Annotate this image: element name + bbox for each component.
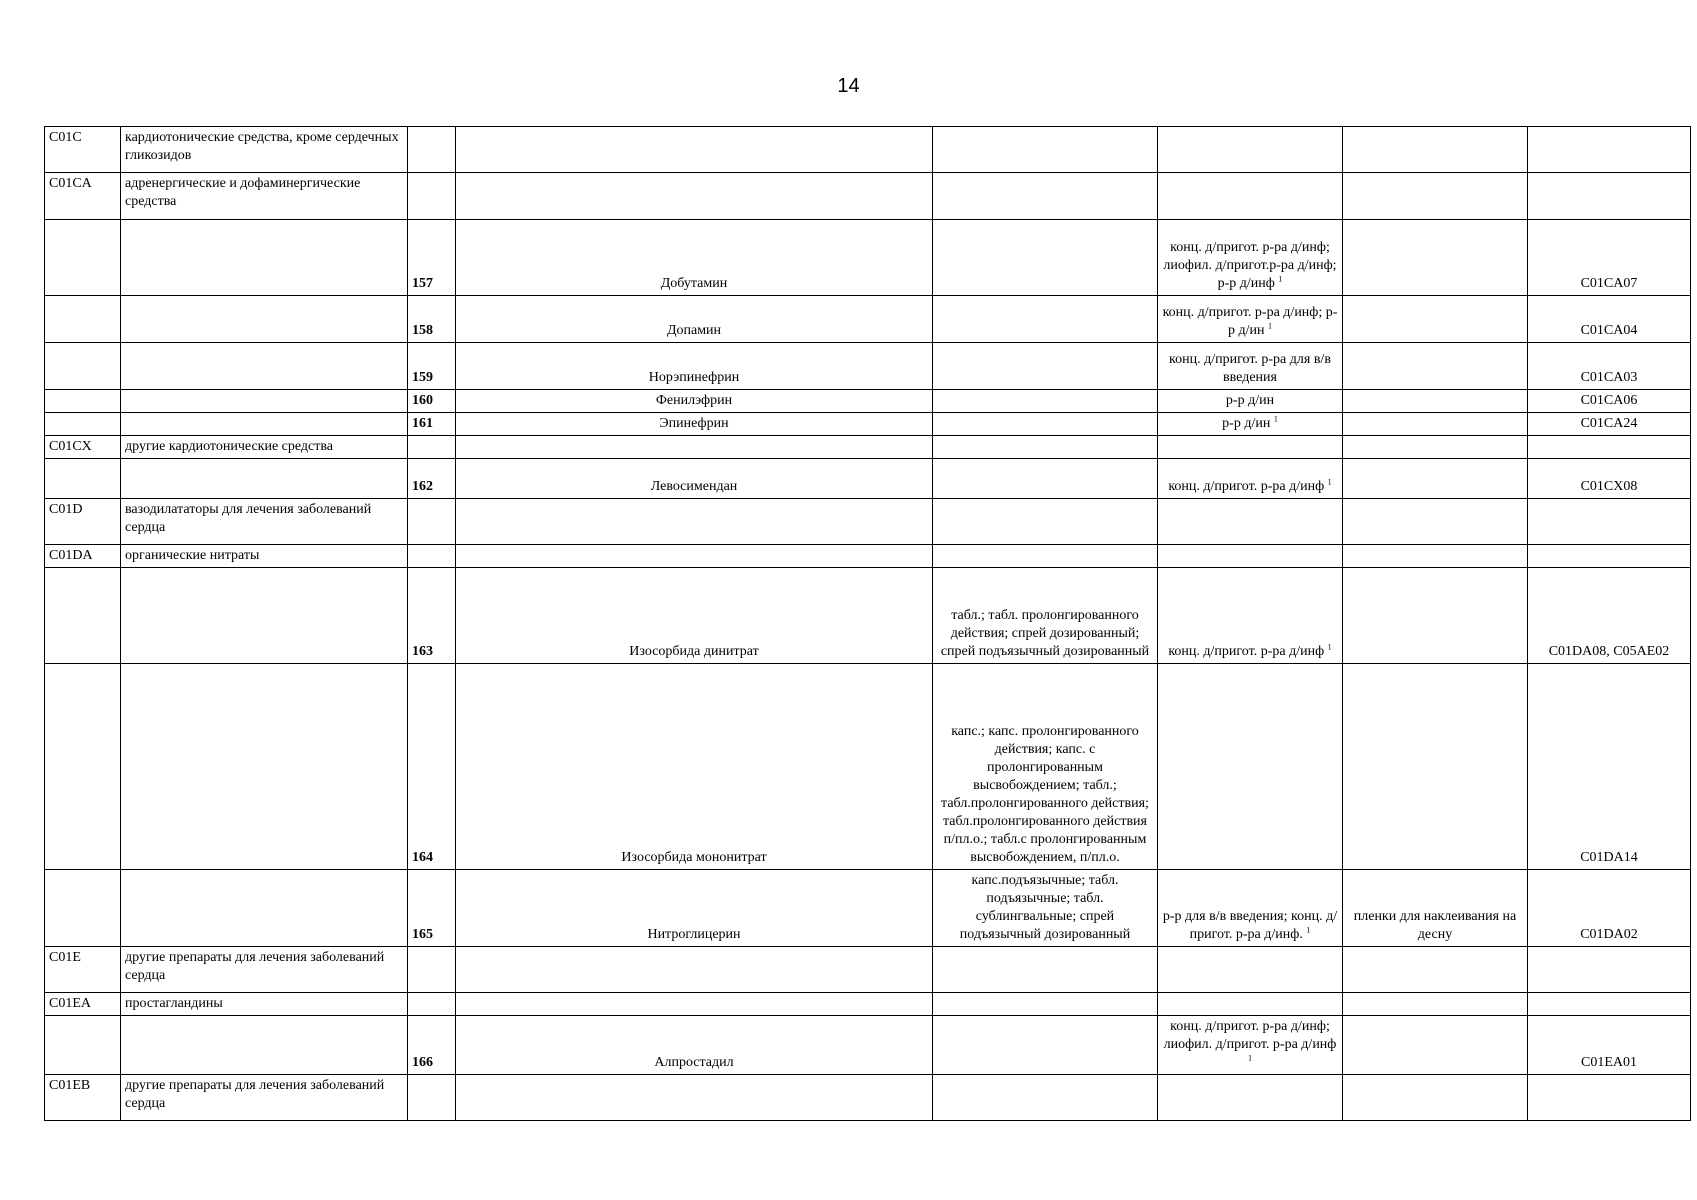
page-number: 14 xyxy=(837,75,860,97)
dosage-form-other xyxy=(1343,220,1528,296)
dosage-form-injection-text: конц. д/пригот. р-ра для в/в введения xyxy=(1169,352,1331,385)
drug-name-text: Добутамин xyxy=(660,276,728,291)
drug-name xyxy=(456,545,933,568)
drug-name-text: Фенилэфрин xyxy=(655,393,733,408)
atc-group-code xyxy=(45,1075,121,1121)
drug-name-text: Левосимендан xyxy=(650,479,738,494)
atc-code xyxy=(1528,499,1691,545)
atc-code xyxy=(1528,173,1691,220)
table-row xyxy=(45,499,1691,545)
atc-group-code xyxy=(45,413,121,436)
table-row xyxy=(45,436,1691,459)
atc-group-code-text: C01C xyxy=(49,130,82,145)
dosage-form-injection-text: конц. д/пригот. р-ра д/инф; р-р д/ин xyxy=(1162,305,1338,338)
dosage-form-injection xyxy=(1158,127,1343,173)
footnote-marker: 1 xyxy=(1327,642,1332,652)
atc-group-code-text: C01EB xyxy=(49,1078,91,1093)
drug-name-text: Норэпинефрин xyxy=(648,370,740,385)
dosage-form-oral xyxy=(933,296,1158,343)
atc-group-code xyxy=(45,664,121,870)
table-row xyxy=(45,545,1691,568)
dosage-form-oral-text: капс.подъязычные; табл. подъязычные; табл. сублингвальные; спрей подъязычный дозированный xyxy=(959,873,1131,942)
dosage-form-other xyxy=(1343,947,1528,993)
item-number xyxy=(408,173,456,220)
dosage-form-other xyxy=(1343,993,1528,1016)
dosage-form-oral-text: табл.; табл. пролонгированного действия; спрей дозированный; спрей подъязычный дозированный xyxy=(940,608,1150,659)
dosage-form-oral xyxy=(933,459,1158,499)
item-number xyxy=(408,127,456,173)
atc-group-name-text: органические нитраты xyxy=(125,548,260,563)
table-row xyxy=(45,173,1691,220)
item-number xyxy=(408,993,456,1016)
item-number xyxy=(408,390,456,413)
dosage-form-injection xyxy=(1158,664,1343,870)
atc-group-code xyxy=(45,220,121,296)
atc-group-name-text: адренергические и дофаминергические средства xyxy=(125,176,361,209)
atc-code xyxy=(1528,343,1691,390)
atc-code-text: C01CA24 xyxy=(1580,416,1638,431)
footnote-marker: 1 xyxy=(1278,274,1283,284)
atc-code xyxy=(1528,993,1691,1016)
atc-group-name xyxy=(121,499,408,545)
dosage-form-oral xyxy=(933,173,1158,220)
item-number-text: 157 xyxy=(412,276,433,291)
drug-name xyxy=(456,220,933,296)
dosage-form-oral xyxy=(933,1075,1158,1121)
table-row xyxy=(45,1075,1691,1121)
drug-name xyxy=(456,413,933,436)
drug-name xyxy=(456,947,933,993)
atc-group-code xyxy=(45,459,121,499)
table-row xyxy=(45,947,1691,993)
footnote-marker: 1 xyxy=(1327,477,1332,487)
footnote-marker: 1 xyxy=(1248,1053,1252,1063)
item-number xyxy=(408,343,456,390)
drug-name xyxy=(456,664,933,870)
item-number xyxy=(408,296,456,343)
atc-group-name xyxy=(121,870,408,947)
drug-name xyxy=(456,296,933,343)
table-row xyxy=(45,1016,1691,1075)
table-row xyxy=(45,296,1691,343)
dosage-form-injection xyxy=(1158,993,1343,1016)
atc-group-name xyxy=(121,220,408,296)
dosage-form-injection-text: конц. д/пригот. р-ра д/инф xyxy=(1168,479,1325,494)
atc-code xyxy=(1528,296,1691,343)
atc-group-name xyxy=(121,459,408,499)
atc-group-code xyxy=(45,173,121,220)
atc-group-name xyxy=(121,568,408,664)
dosage-form-injection-text: конц. д/пригот. р-ра д/инф; лиофил. д/пригот. р-ра д/инф xyxy=(1163,1019,1337,1052)
dosage-form-injection xyxy=(1158,296,1343,343)
atc-group-code xyxy=(45,870,121,947)
item-number-text: 161 xyxy=(412,416,433,431)
dosage-form-injection xyxy=(1158,568,1343,664)
atc-code xyxy=(1528,220,1691,296)
atc-group-code xyxy=(45,436,121,459)
atc-group-code xyxy=(45,545,121,568)
drug-table xyxy=(44,126,1691,1121)
dosage-form-injection-text: р-р д/ин xyxy=(1222,416,1271,431)
item-number xyxy=(408,545,456,568)
dosage-form-injection xyxy=(1158,1016,1343,1075)
footnote-marker: 1 xyxy=(1273,414,1278,424)
atc-code xyxy=(1528,436,1691,459)
dosage-form-other xyxy=(1343,127,1528,173)
atc-group-code-text: C01E xyxy=(49,950,81,965)
drug-name xyxy=(456,436,933,459)
drug-name xyxy=(456,499,933,545)
dosage-form-other xyxy=(1343,296,1528,343)
dosage-form-injection xyxy=(1158,343,1343,390)
dosage-form-oral xyxy=(933,127,1158,173)
atc-group-name xyxy=(121,296,408,343)
atc-code-text: C01CX08 xyxy=(1580,479,1638,494)
table-row xyxy=(45,993,1691,1016)
atc-group-name xyxy=(121,1075,408,1121)
item-number xyxy=(408,459,456,499)
dosage-form-oral xyxy=(933,1016,1158,1075)
atc-code xyxy=(1528,413,1691,436)
table-row xyxy=(45,390,1691,413)
dosage-form-other xyxy=(1343,1075,1528,1121)
dosage-form-other xyxy=(1343,173,1528,220)
dosage-form-injection xyxy=(1158,947,1343,993)
drug-name xyxy=(456,459,933,499)
drug-name xyxy=(456,127,933,173)
dosage-form-oral xyxy=(933,545,1158,568)
dosage-form-other xyxy=(1343,436,1528,459)
atc-group-name xyxy=(121,413,408,436)
dosage-form-other xyxy=(1343,568,1528,664)
atc-group-code-text: C01CX xyxy=(49,439,92,454)
atc-group-code xyxy=(45,127,121,173)
dosage-form-other xyxy=(1343,459,1528,499)
atc-code-text: C01EA01 xyxy=(1581,1055,1637,1070)
atc-code-text: C01CA07 xyxy=(1580,276,1638,291)
drug-name xyxy=(456,870,933,947)
atc-group-code xyxy=(45,499,121,545)
drug-name-text: Изосорбида мононитрат xyxy=(621,850,767,865)
dosage-form-injection xyxy=(1158,413,1343,436)
atc-group-name-text: другие препараты для лечения заболеваний сердца xyxy=(125,1078,385,1111)
drug-name-text: Алпростадил xyxy=(654,1055,734,1070)
atc-code xyxy=(1528,870,1691,947)
dosage-form-oral-text: капс.; капс. пролонгированного действия; капс. с пролонгированным высвобождением; табл.; табл.пролонгированного действия; табл.пролонгированного действия п/пл.о.; табл.с пролонгированным высвобождением, п/пл.о. xyxy=(941,724,1149,865)
drug-name xyxy=(456,1016,933,1075)
atc-group-code-text: C01D xyxy=(49,502,83,517)
atc-code-text: C01CA04 xyxy=(1580,323,1638,338)
footnote-marker: 1 xyxy=(1268,321,1272,331)
dosage-form-injection xyxy=(1158,173,1343,220)
atc-group-name-text: кардиотонические средства, кроме сердечных гликозидов xyxy=(125,130,399,163)
table-row xyxy=(45,459,1691,499)
drug-name xyxy=(456,993,933,1016)
dosage-form-injection xyxy=(1158,870,1343,947)
dosage-form-other xyxy=(1343,664,1528,870)
dosage-form-injection xyxy=(1158,459,1343,499)
item-number-text: 166 xyxy=(412,1055,433,1070)
drug-name-text: Эпинефрин xyxy=(659,416,729,431)
atc-group-name xyxy=(121,545,408,568)
dosage-form-other xyxy=(1343,499,1528,545)
atc-group-code xyxy=(45,1016,121,1075)
atc-group-code xyxy=(45,390,121,413)
atc-group-code-text: C01CA xyxy=(49,176,92,191)
dosage-form-injection-text: р-р для в/в введения; конц. д/пригот. р-ра д/инф. xyxy=(1162,909,1338,942)
dosage-form-oral xyxy=(933,390,1158,413)
item-number xyxy=(408,1075,456,1121)
dosage-form-oral xyxy=(933,993,1158,1016)
atc-code-text: C01DA08, C05AE02 xyxy=(1548,644,1670,659)
item-number-text: 159 xyxy=(412,370,433,385)
item-number-text: 163 xyxy=(412,644,433,659)
atc-code xyxy=(1528,947,1691,993)
drug-name xyxy=(456,1075,933,1121)
atc-group-name-text: простагландины xyxy=(125,996,223,1011)
atc-group-name xyxy=(121,390,408,413)
item-number xyxy=(408,220,456,296)
dosage-form-other xyxy=(1343,1016,1528,1075)
atc-code-text: C01DA14 xyxy=(1580,850,1638,865)
table-row xyxy=(45,870,1691,947)
atc-code xyxy=(1528,459,1691,499)
atc-group-name xyxy=(121,127,408,173)
atc-group-code xyxy=(45,343,121,390)
dosage-form-injection xyxy=(1158,390,1343,413)
dosage-form-other xyxy=(1343,343,1528,390)
atc-group-code xyxy=(45,568,121,664)
atc-group-name xyxy=(121,1016,408,1075)
dosage-form-injection xyxy=(1158,220,1343,296)
dosage-form-oral xyxy=(933,870,1158,947)
dosage-form-other xyxy=(1343,545,1528,568)
dosage-form-other-text: пленки для наклеивания на десну xyxy=(1353,909,1517,942)
drug-name-text: Нитроглицерин xyxy=(647,927,741,942)
atc-group-code xyxy=(45,993,121,1016)
atc-group-name xyxy=(121,173,408,220)
atc-group-name-text: вазодилататоры для лечения заболеваний сердца xyxy=(125,502,372,535)
table-row xyxy=(45,127,1691,173)
dosage-form-injection xyxy=(1158,436,1343,459)
item-number xyxy=(408,436,456,459)
dosage-form-oral xyxy=(933,413,1158,436)
item-number-text: 162 xyxy=(412,479,433,494)
atc-code xyxy=(1528,568,1691,664)
dosage-form-oral xyxy=(933,499,1158,545)
atc-group-name xyxy=(121,664,408,870)
atc-code-text: C01CA03 xyxy=(1580,370,1638,385)
dosage-form-oral xyxy=(933,664,1158,870)
item-number xyxy=(408,870,456,947)
item-number-text: 164 xyxy=(412,850,433,865)
item-number xyxy=(408,947,456,993)
atc-group-name xyxy=(121,436,408,459)
dosage-form-injection xyxy=(1158,499,1343,545)
atc-group-name-text: другие препараты для лечения заболеваний сердца xyxy=(125,950,385,983)
atc-code xyxy=(1528,1075,1691,1121)
atc-code xyxy=(1528,390,1691,413)
dosage-form-oral xyxy=(933,947,1158,993)
item-number xyxy=(408,1016,456,1075)
atc-code xyxy=(1528,664,1691,870)
dosage-form-other xyxy=(1343,870,1528,947)
item-number xyxy=(408,413,456,436)
dosage-form-injection xyxy=(1158,1075,1343,1121)
atc-group-name xyxy=(121,947,408,993)
item-number xyxy=(408,499,456,545)
atc-code-text: C01CA06 xyxy=(1580,393,1638,408)
table-row xyxy=(45,568,1691,664)
dosage-form-oral xyxy=(933,220,1158,296)
drug-name xyxy=(456,568,933,664)
atc-code xyxy=(1528,127,1691,173)
dosage-form-other xyxy=(1343,390,1528,413)
drug-name xyxy=(456,173,933,220)
dosage-form-injection-text: р-р д/ин xyxy=(1225,393,1275,408)
dosage-form-oral xyxy=(933,343,1158,390)
drug-name-text: Допамин xyxy=(666,323,722,338)
atc-group-name xyxy=(121,343,408,390)
footnote-marker: 1 xyxy=(1306,925,1311,935)
item-number-text: 160 xyxy=(412,393,433,408)
atc-group-code xyxy=(45,947,121,993)
atc-group-code xyxy=(45,296,121,343)
item-number xyxy=(408,664,456,870)
table-row xyxy=(45,413,1691,436)
item-number-text: 158 xyxy=(412,323,433,338)
dosage-form-injection xyxy=(1158,545,1343,568)
dosage-form-injection-text: конц. д/пригот. р-ра д/инф xyxy=(1168,644,1325,659)
item-number xyxy=(408,568,456,664)
table-row xyxy=(45,220,1691,296)
drug-name-text: Изосорбида динитрат xyxy=(629,644,759,659)
atc-code-text: C01DA02 xyxy=(1580,927,1638,942)
atc-group-name xyxy=(121,993,408,1016)
item-number-text: 165 xyxy=(412,927,433,942)
dosage-form-other xyxy=(1343,413,1528,436)
atc-group-name-text: другие кардиотонические средства xyxy=(125,439,334,454)
atc-code xyxy=(1528,545,1691,568)
dosage-form-oral xyxy=(933,568,1158,664)
atc-group-code-text: C01EA xyxy=(49,996,91,1011)
drug-name xyxy=(456,343,933,390)
drug-name xyxy=(456,390,933,413)
table-row xyxy=(45,343,1691,390)
dosage-form-oral xyxy=(933,436,1158,459)
atc-group-code-text: C01DA xyxy=(49,548,93,563)
table-row xyxy=(45,664,1691,870)
dosage-form-injection-text: конц. д/пригот. р-ра д/инф; лиофил. д/пригот.р-ра д/инф; р-р д/инф xyxy=(1163,240,1337,291)
atc-code xyxy=(1528,1016,1691,1075)
